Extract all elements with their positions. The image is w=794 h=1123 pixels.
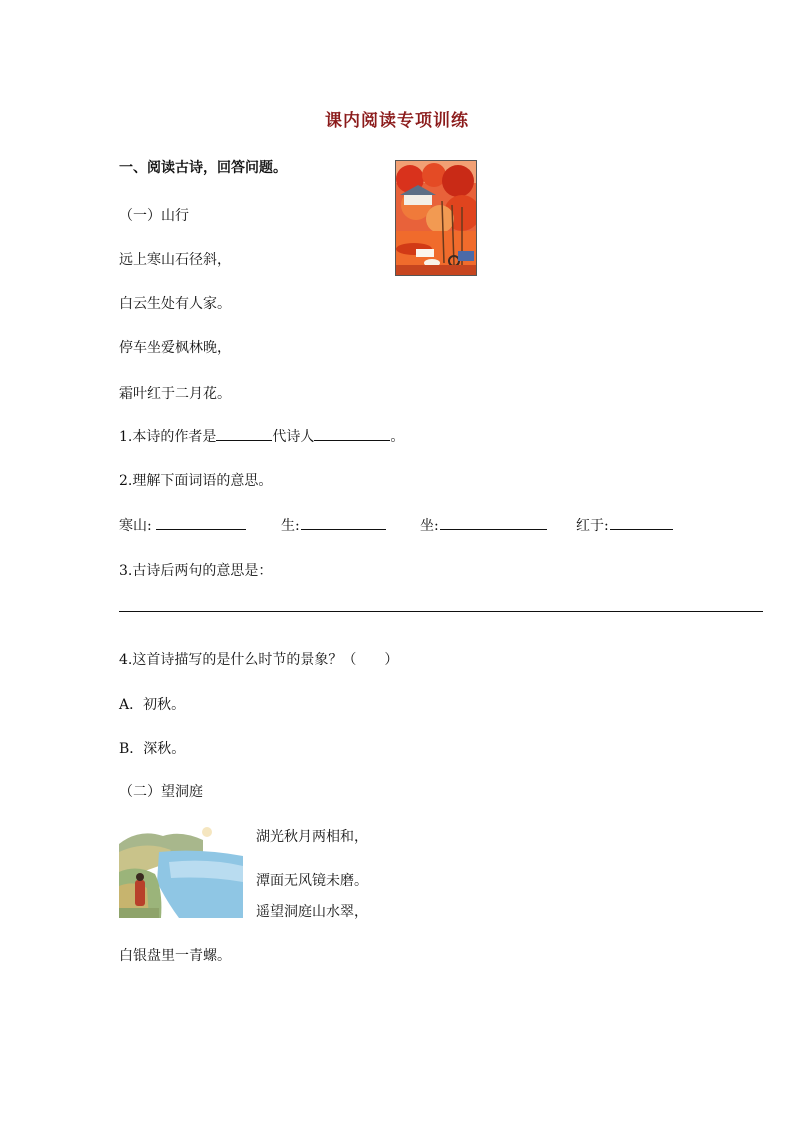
question-text: 1.本诗的作者是 xyxy=(119,429,217,445)
poem-line: 白云生处有人家。 xyxy=(119,296,231,312)
answer-line[interactable] xyxy=(119,611,763,612)
answer-blank[interactable] xyxy=(216,426,272,441)
maple-forest-illustration xyxy=(395,160,477,276)
poem-line: 停车坐爱枫林晚， xyxy=(119,340,231,356)
term-label: 寒山: xyxy=(119,518,152,534)
question-1 xyxy=(119,426,404,446)
poem-line: 远上寒山石径斜， xyxy=(119,252,231,268)
poem-line: 湖光秋月两相和， xyxy=(256,829,368,845)
term-label: 红于: xyxy=(576,518,609,534)
term-label: 生: xyxy=(281,518,300,534)
poem-heading: （一）山行 xyxy=(119,208,189,224)
poem-line: 白银盘里一青螺。 xyxy=(119,948,231,964)
answer-blank[interactable] xyxy=(156,515,246,530)
poem-line: 遥望洞庭山水翠， xyxy=(256,904,368,920)
answer-blank[interactable] xyxy=(314,426,390,441)
page-title: 课内阅读专项训练 xyxy=(325,111,469,131)
option-b: B．深秋。 xyxy=(119,741,186,757)
question-4: 4.这首诗描写的是什么时节的景象？（ ） xyxy=(119,652,399,668)
poem-line: 霜叶红于二月花。 xyxy=(119,386,231,402)
section-heading: 一、阅读古诗，回答问题。 xyxy=(119,160,287,176)
question-2: 2.理解下面词语的意思。 xyxy=(119,473,273,489)
poem-heading: （二）望洞庭 xyxy=(119,784,203,800)
dongting-lake-illustration xyxy=(119,822,243,918)
question-text: 。 xyxy=(390,429,405,445)
option-a: A．初秋。 xyxy=(119,697,186,713)
answer-blank[interactable] xyxy=(440,515,547,530)
term-label: 坐: xyxy=(420,518,439,534)
poem-line: 潭面无风镜未磨。 xyxy=(256,873,368,889)
answer-blank[interactable] xyxy=(610,515,673,530)
answer-blank[interactable] xyxy=(301,515,386,530)
question-text: 代诗人 xyxy=(272,429,315,445)
question-3: 3.古诗后两句的意思是： xyxy=(119,563,273,579)
